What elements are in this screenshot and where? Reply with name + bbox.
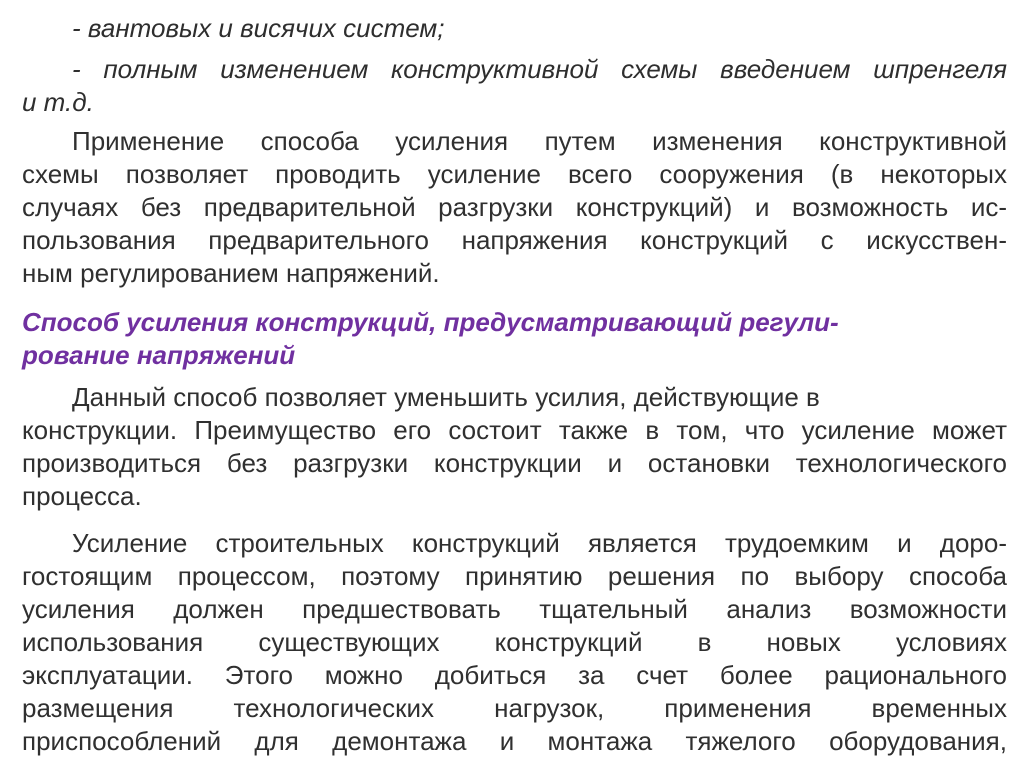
- paragraph-1-line: случаях без предварительной разгрузки конструкций) и возможность ис-: [22, 192, 1007, 222]
- paragraph-2: [22, 381, 1007, 513]
- paragraph-3-line: усиления должен предшествовать тщательный анализ возможности: [22, 594, 1007, 624]
- list-item-2-line-2: и т.д.: [22, 87, 94, 117]
- paragraph-3-line: Усиление строительных конструкций является трудоемким и доро-: [72, 528, 1007, 558]
- paragraph-3: [22, 527, 1007, 758]
- paragraph-1-line: ным регулированием напряжений.: [22, 258, 440, 288]
- list-item-2-line-1: - полным изменением конструктивной схемы введением шпренгеля: [72, 54, 1007, 84]
- paragraph-1-line: Применение способа усиления путем изменения конструктивной: [72, 126, 1007, 156]
- paragraph-2-line: конструкции. Преимущество его состоит также в том, что усиление может: [22, 415, 1007, 445]
- section-heading-line-1: Способ усиления конструкций, предусматривающий регули-: [22, 307, 839, 337]
- paragraph-2-line: процесса.: [22, 481, 142, 511]
- paragraph-2-line: Данный способ позволяет уменьшить усилия, действующие в: [72, 382, 820, 412]
- paragraph-3-line: эксплуатации. Этого можно добиться за счет более рационального: [22, 660, 1007, 690]
- list-block-2: [22, 53, 1007, 119]
- paragraph-1: [22, 125, 1007, 290]
- paragraph-1-line: пользования предварительного напряжения конструкций с искусствен-: [22, 225, 1007, 255]
- paragraph-2-line: производиться без разгрузки конструкции и остановки технологического: [22, 448, 1007, 478]
- paragraph-3-line: гостоящим процессом, поэтому принятию решения по выбору способа: [22, 561, 1007, 591]
- paragraph-1-line: схемы позволяет проводить усиление всего сооружения (в некоторых: [22, 159, 1007, 189]
- paragraph-3-line: приспособлений для демонтажа и монтажа тяжелого оборудования,: [22, 726, 1007, 756]
- paragraph-3-line: размещения технологических нагрузок, применения временных: [22, 693, 1007, 723]
- section-heading-line-2: рование напряжений: [22, 340, 296, 370]
- section-heading: [22, 306, 1012, 372]
- paragraph-3-line: использования существующих конструкций в новых условиях: [22, 627, 1007, 657]
- list-item-1: - вантовых и висячих систем;: [72, 13, 445, 43]
- list-block: [22, 12, 1012, 45]
